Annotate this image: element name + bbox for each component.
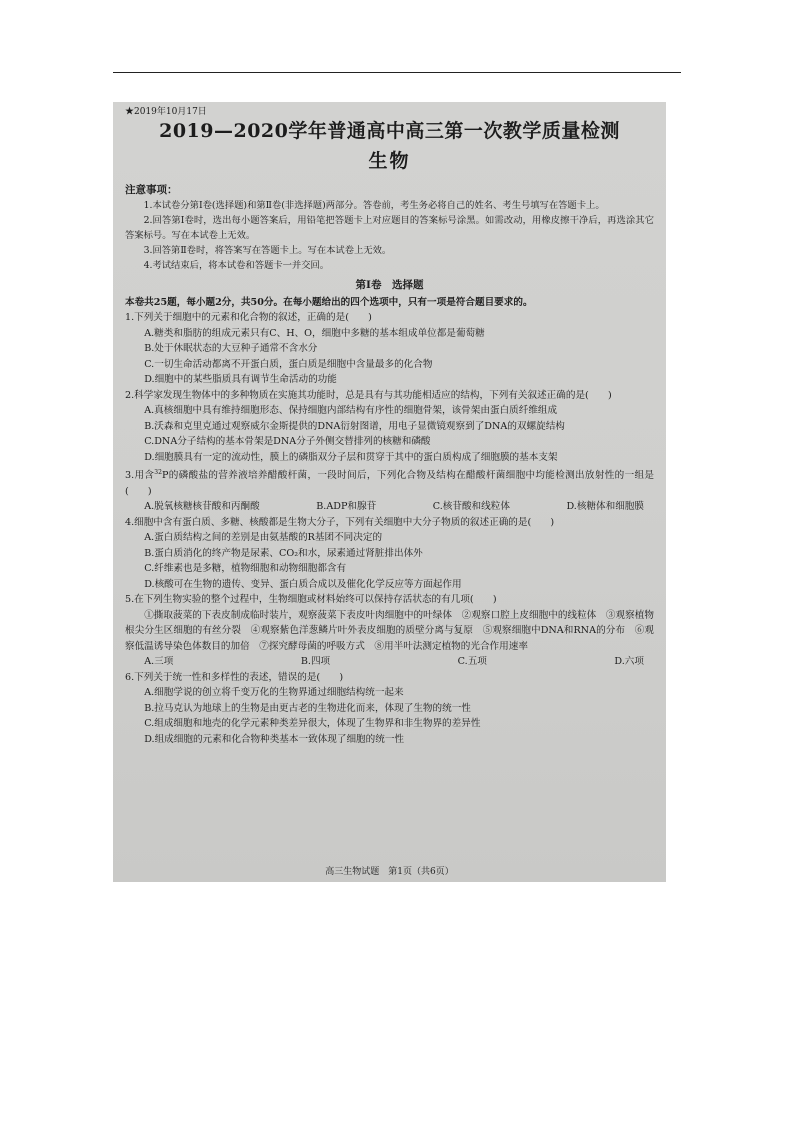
option-a: A.细胞学说的创立将千变万化的生物界通过细胞结构统一起来 <box>144 687 404 699</box>
option-a: A.糖类和脂肪的组成元素只有C、H、O，细胞中多糖的基本组成单位都是葡萄糖 <box>144 327 485 339</box>
instruction-item: 4.考试结束后，将本试卷和答题卡一并交回。 <box>143 260 330 271</box>
option-c: C.组成细胞和地壳的化学元素种类差异很大，体现了生物界和非生物界的差异性 <box>144 718 481 730</box>
page-footer: 高三生物试题 第1页（共6页） <box>325 867 454 877</box>
option-a: A.三项 <box>144 656 174 668</box>
instruction-item: 1.本试卷分第Ⅰ卷(选择题)和第Ⅱ卷(非选择题)两部分。答卷前，考生务必将自己的姓名、考生号填写在答题卡上。 <box>143 200 605 211</box>
stem-prefix: 3.用含 <box>125 470 155 482</box>
option-c: C.DNA分子结构的基本骨架是DNA分子外侧交替排列的核糖和磷酸 <box>144 436 431 447</box>
option-c: C.核苷酸和线粒体 <box>432 501 510 513</box>
option-a: A.真核细胞中具有维持细胞形态、保持细胞内部结构有序性的细胞骨架，该骨架由蛋白质纤维组成 <box>144 405 558 416</box>
option-b: B.沃森和克里克通过观察威尔金斯提供的DNA衍射图谱，用电子显微镜观察到了DNA的双螺旋结构 <box>144 420 565 432</box>
option-a: A.脱氧核糖核苷酸和丙酮酸 <box>144 501 260 513</box>
options-row <box>125 499 654 515</box>
question-stem: 5.在下列生物实验的整个过程中，生物细胞或材料始终可以保持存活状态的有几项( ) <box>125 594 497 606</box>
instruction-item: 3.回答第Ⅱ卷时，将答案写在答题卡上。写在本试卷上无效。 <box>143 245 392 256</box>
option-c: C.纤维素也是多糖，植物细胞和动物细胞都含有 <box>144 563 347 575</box>
option-a: A.蛋白质结构之间的差别是由氨基酸的R基团不同决定的 <box>144 532 383 544</box>
option-b: B.拉马克认为地球上的生物是由更古老的生物进化而来，体现了生物的统一性 <box>144 702 471 714</box>
top-divider-line <box>113 72 681 73</box>
section-intro: 本卷共25题，每小题2分，共50分。在每小题给出的四个选项中，只有一项是符合题目要求的。 <box>125 297 533 308</box>
question-body: ①撕取菠菜的下表皮制成临时装片，观察菠菜下表皮叶肉细胞中的叶绿体 ②观察口腔上皮细胞中的线粒体 ③观察植物根尖分生区细胞的有丝分裂 ④观察紫色洋葱鳞片叶外表皮细胞的质壁分离与复原 ⑤观察细胞中DNA和RNA的分布 ⑥观察低温诱导染色体数目的加倍 ⑦探究酵母菌的呼吸方式 ⑧用半叶法测定植物的光合作用速率 <box>125 609 654 652</box>
option-c: C.五项 <box>457 656 487 668</box>
stem-suffix: P的磷酸盐的营养液培养醋酸杆菌，一段时间后，下列化合物及结构在醋酸杆菌细胞中均能检测出放射性的一组是( ) <box>125 470 654 497</box>
question-5 <box>125 592 654 670</box>
question-2 <box>125 388 654 466</box>
option-d: D.核糖体和细胞膜 <box>566 501 644 513</box>
section-heading: 第Ⅰ卷 选择题 <box>355 279 424 291</box>
question-stem: 6.下列关于统一性和多样性的表述，错误的是( ) <box>125 671 344 683</box>
exam-date: ★2019年10月17日 <box>125 107 207 117</box>
question-6 <box>125 670 654 748</box>
option-d: D.细胞中的某些脂质具有调节生命活动的功能 <box>144 374 337 385</box>
option-b: B.处于休眠状态的大豆种子通常不含水分 <box>144 343 318 354</box>
option-b: B.蛋白质消化的终产物是尿素、CO₂和水，尿素通过肾脏排出体外 <box>144 547 423 559</box>
option-b: B.ADP和腺苷 <box>316 501 377 513</box>
option-d: D.细胞膜具有一定的流动性，膜上的磷脂双分子层和贯穿于其中的蛋白质构成了细胞膜的基本支架 <box>144 451 558 463</box>
question-stem: 4.细胞中含有蛋白质、多糖、核酸都是生物大分子，下列有关细胞中大分子物质的叙述正确的是( ) <box>125 516 555 528</box>
instructions-heading: 注意事项： <box>125 184 178 196</box>
instruction-item: 2.回答第Ⅰ卷时，选出每小题答案后，用铅笔把答题卡上对应题目的答案标号涂黑。如需改动，用橡皮擦干净后，再选涂其它答案标号。写在本试卷上无效。 <box>125 215 654 241</box>
question-stem <box>125 465 654 499</box>
exam-title: 2019—2020学年普通高中高三第一次教学质量检测 <box>159 120 620 142</box>
option-b: B.四项 <box>300 656 331 668</box>
option-d: D.六项 <box>614 656 644 668</box>
option-d: D.核酸可在生物的遗传、变异、蛋白质合成以及催化化学反应等方面起作用 <box>144 578 462 590</box>
option-d: D.组成细胞的元素和化合物种类基本一致体现了细胞的统一性 <box>144 733 405 745</box>
instructions-block <box>125 182 654 273</box>
question-stem: 1.下列关于细胞中的元素和化合物的叙述，正确的是( ) <box>125 312 372 323</box>
exam-subject: 生物 <box>368 150 411 172</box>
option-c: C.一切生命活动都离不开蛋白质，蛋白质是细胞中含量最多的化合物 <box>144 358 433 370</box>
options-row <box>125 654 654 670</box>
question-3 <box>125 465 654 515</box>
exam-paper-photo <box>113 102 666 882</box>
question-1 <box>125 310 654 388</box>
question-stem: 2.科学家发现生物体中的多种物质在实施其功能时，总是具有与其功能相适应的结构，下列有关叙述正确的是( ) <box>125 389 612 401</box>
question-4 <box>125 515 654 593</box>
isotope-superscript: 32 <box>154 469 162 476</box>
